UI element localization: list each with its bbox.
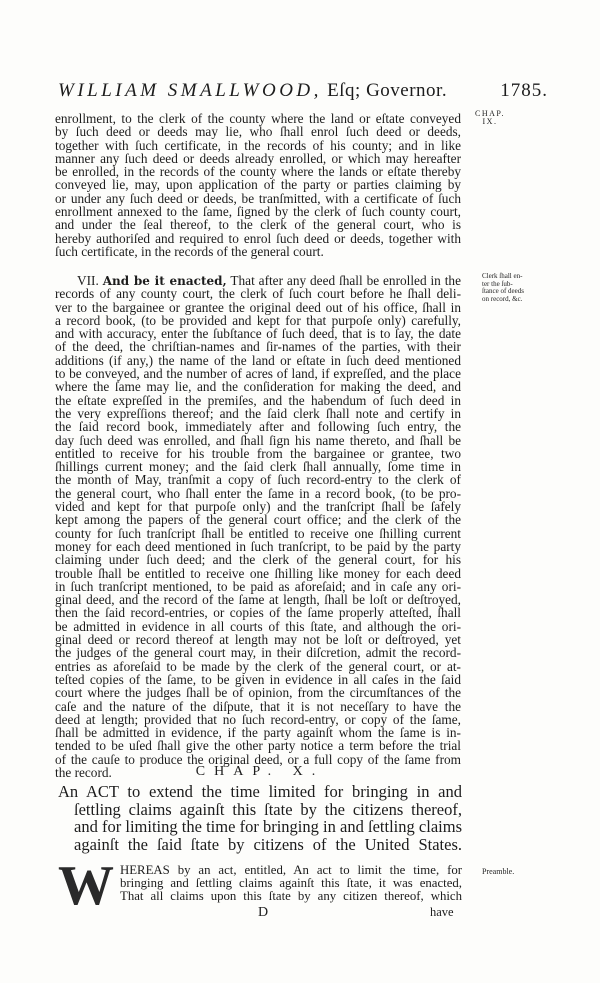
text-line: bringing and ſettling claims againſt this ſtate, it was enacted, [120, 875, 462, 890]
catchword: have [430, 905, 454, 919]
margin-line: on record, &c. [482, 294, 523, 303]
text-line: and with accuracy, enter the ſubſtance of ſuch deed, that is to ſay, the date [55, 326, 461, 342]
text-line: conveyed lie, may, upon application of the party or parties claiming by [55, 177, 461, 193]
text-line: ver to the bargainee or grantee the original deed out of his office, ſhall in [55, 299, 461, 315]
text-line: caſe and the nature of the diſpute, that it is not neceſſary to have the [55, 698, 461, 714]
text-line: ginal deed, and the record of the ſame at length, ſhall be loſt or deſtroyed, [55, 592, 461, 608]
text-line: and under the ſeal thereof, to the clerk of the general court, who is [55, 217, 461, 233]
text-line: be admitted in evidence in all courts of this ſtate, and although the ori- [55, 618, 461, 634]
text-line: manner any ſuch deed or deeds already enrolled, or which may hereafter [55, 150, 461, 166]
text-line: trouble ſhall be entitled to receive one ſhilling like money for each deed [55, 565, 461, 581]
paragraph-enrollment [55, 112, 461, 258]
text-line: where the ſame may lie, and the conſideration for making the deed, and [55, 379, 461, 395]
text-line: the very expreſſions thereof; and the ſaid clerk ſhall note and certify in [55, 405, 461, 421]
blackletter-enacting-clause: And be it enacted, [102, 274, 227, 288]
text-line: That all claims upon this ſtate by any citizen thereof, which [120, 888, 462, 903]
margin-note-chapter [468, 110, 512, 126]
text-line: records of any county court, the clerk of ſuch court before he ſhall deli- [55, 286, 461, 302]
text-line: of the deed, the chriſtian-names and ſir-names of the parties, with their [55, 339, 461, 355]
text-line: day ſuch deed was enrolled, and ſhall ſign his name thereto, and ſhall be [55, 432, 461, 448]
drop-cap: W [58, 855, 114, 917]
text-line: of the cauſe to produce the original deed, or a full copy of the ſame from [55, 751, 461, 767]
header-governor-name: WILLIAM SMALLWOOD, [58, 80, 322, 101]
preamble-text [120, 864, 462, 902]
text-line: entitled to receive for his trouble from the bargainee or grantee, two [55, 445, 461, 461]
signature-mark: D [258, 905, 269, 920]
text-line: in ſuch tranſcript mentioned, to be paid as aforeſaid; and in caſe any ori- [55, 578, 461, 594]
paragraph-section-vii [55, 274, 461, 779]
text-line: enrollment annexed to the ſame, ſigned by the clerk of ſuch county court, [55, 204, 461, 220]
text-line: the general court, who ſhall enter the ſame in a record book, (to be pro- [55, 485, 461, 501]
section-first-line-text: That after any deed ſhall be enrolled in the [230, 273, 461, 288]
text-line: teſted copies of the ſame, to be given in evidence in all caſes in the ſaid [55, 671, 461, 687]
text-line: money for each deed mentioned in ſuch tranſcript, to be paid by the party [55, 538, 461, 554]
text-line: the ſaid record book, immediately after and following ſuch entry, the [55, 419, 461, 435]
text-line: enrollment, to the clerk of the county where the land or eſtate conveyed [55, 111, 461, 126]
text-line: claiming under ſuch deed; and the clerk of the general court, for his [55, 552, 461, 568]
margin-chap-number: IX. [482, 117, 498, 126]
text-line: then the ſaid record-entries, or copies of the ſame properly atteſted, ſhall [55, 605, 461, 621]
text-line: a record book, (to be provided and kept for that purpoſe only) carefully, [55, 312, 461, 328]
text-line: or under any ſuch deed or deeds, be tranſmitted, with a certificate of ſuch [55, 190, 461, 206]
margin-line: Clerk ſhall en- [482, 272, 523, 280]
section-number: VII. [77, 273, 99, 288]
text-line: An ACT to extend the time limited for bringing in and [58, 782, 462, 801]
header-governor-title: Eſq; Governor. [321, 80, 448, 101]
text-line: the month of May, tranſmit a copy of ſuch record-entry to the clerk of [55, 472, 461, 488]
text-line: ginal deed or record thereof at length may not be loſt or deſtroyed, yet [55, 632, 461, 648]
text-line: together with ſuch certificate, in the records of his county; and in like [55, 137, 461, 153]
margin-note-clerk [482, 273, 542, 303]
text-line: the judges of the general court may, in their diſcretion, admit the record- [55, 645, 461, 661]
text-line: be enrolled, in the records of the county where the lands or eſtate thereby [55, 164, 461, 180]
text-line: entries as aforeſaid to be made by the clerk of the general court, or at- [55, 658, 461, 674]
text-line: kept among the papers of the general court office; and the clerk of the [55, 512, 461, 528]
margin-line: ter the ſub- [482, 279, 513, 288]
text-line: ſuch certificate, in the records of the general court. [55, 243, 324, 259]
margin-note-preamble: Preamble. [482, 867, 515, 876]
text-line: deed at length; provided that no ſuch record-entry, or copy of the ſame, [55, 711, 461, 727]
text-line: and for limiting the time for bringing in and ſettling claims [74, 817, 462, 836]
text-line: additions (if any,) the name of the land or eſtate in ſuch deed mentioned [55, 352, 461, 368]
text-line: vided and kept for that purpoſe only) and the tranſcript ſhall be ſafely [55, 499, 461, 515]
running-header [58, 80, 548, 104]
text-line: HEREAS by an act, entitled, An act to limit the time, for [120, 863, 462, 877]
chapter-heading: CHAP. X. [195, 764, 325, 779]
act-title [58, 783, 462, 853]
text-line: by ſuch deed or deeds may lie, who ſhall enrol ſuch deed or deeds, [55, 124, 461, 140]
text-line: ſettling claims againſt this ſtate by the citizens thereof, [74, 799, 462, 819]
text-line: court where the judges ſhall be of opinion, from the circumſtances of the [55, 685, 461, 701]
section-first-line [55, 274, 461, 287]
text-line: ſhall be admitted in evidence, if the party againſt whom the ſame is in- [55, 725, 461, 741]
margin-chap-label: CHAP. [475, 109, 505, 118]
header-year: 1785. [500, 80, 548, 101]
text-line: hereby authoriſed and required to enrol ſuch deed or deeds, together with [55, 230, 461, 246]
text-line: the record. [55, 764, 112, 780]
text-line: tended to be uſed ſhall give the other party notice a term before the trial [55, 738, 461, 754]
margin-line: ſtance of deeds [482, 287, 524, 295]
text-line: againſt the ſaid ſtate by citizens of the United States. [74, 834, 462, 854]
text-line: ſhillings current money; and the ſaid clerk ſhall annually, ſome time in [55, 459, 461, 475]
text-line: to be conveyed, and the number of acres of land, if expreſſed, and the place [55, 366, 461, 382]
text-line: county for ſuch tranſcript ſhall be entitled to receive one ſhilling current [55, 525, 461, 541]
text-line: the eſtate expreſſed in the premiſes, and the habendum of ſuch deed in [55, 392, 461, 408]
